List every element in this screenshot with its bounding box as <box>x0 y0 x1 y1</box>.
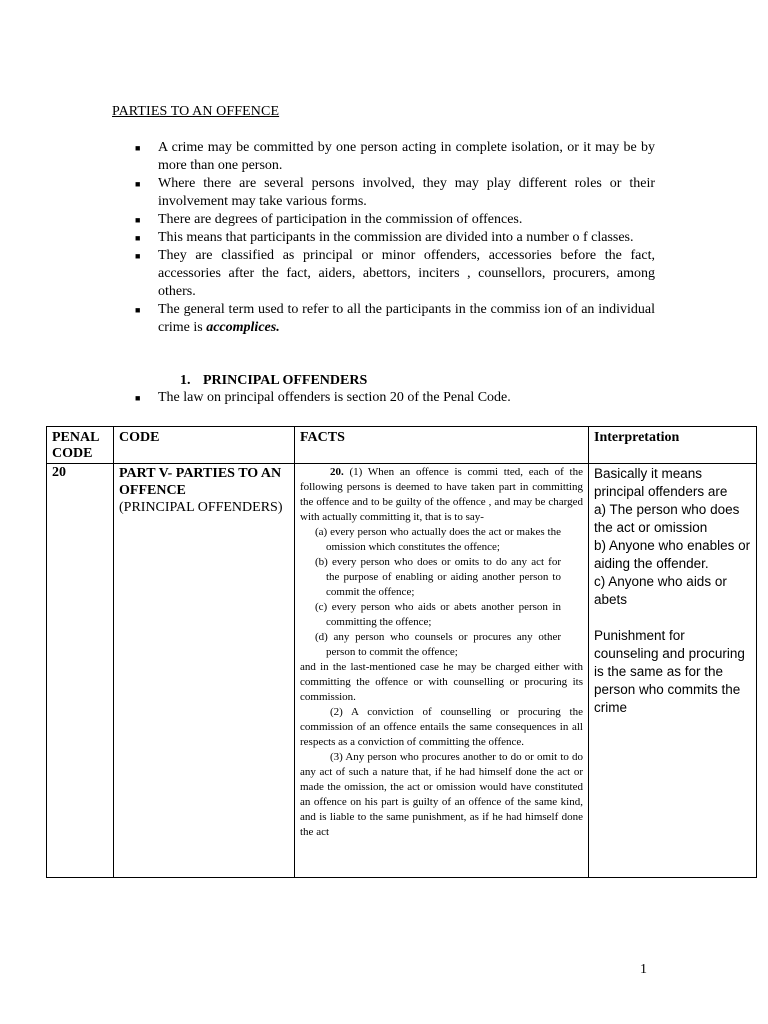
list-item: ■ This means that participants in the commission are divided into a number o f classes. <box>135 230 634 245</box>
section-title <box>180 373 367 389</box>
interpretation-intro: Basically it means principal offenders are <box>594 466 728 499</box>
accomplices-term: accomplices. <box>206 320 280 335</box>
list-item: ■ The law on principal offenders is section 20 of the Penal Code. <box>135 390 511 405</box>
interpretation-a: a) The person who does the act or omission <box>594 502 740 535</box>
square-bullet-icon: ■ <box>135 393 141 403</box>
facts-subsection-1: 20. (1) When an offence is commi tted, each of the following persons is deemed to have taken part in committing the offence and to be guilty of the offence , and may be charged with actually committing it, that is to say- <box>300 466 583 523</box>
spacer <box>594 609 751 627</box>
interpretation-c: c) Anyone who aids or abets <box>594 574 727 607</box>
square-bullet-icon: ■ <box>135 305 141 315</box>
facts-subsection-2: (2) A conviction of counselling or procuring the commission of an offence entails the same consequences in all respects as a conviction of committing the offence. <box>300 706 583 748</box>
facts-after-clauses: and in the last-mentioned case he may be charged either with committing the offence or with counselling or procuring its commission. <box>300 661 583 703</box>
part-subtitle: (PRINCIPAL OFFENDERS) <box>119 500 283 515</box>
header-facts: FACTS <box>295 427 589 464</box>
list-item: ■ A crime may be committed by one person acting in complete isolation, or it may be by more than one person. <box>135 140 655 173</box>
table-header-row <box>47 427 757 464</box>
penal-code-table <box>46 426 757 878</box>
header-interpretation: Interpretation <box>589 427 757 464</box>
section-number: 1. <box>180 373 191 388</box>
facts-cell <box>295 464 589 878</box>
page-heading: PARTIES TO AN OFFENCE <box>112 104 280 119</box>
facts-subsection-3: (3) Any person who procures another to do or omit to do any act of such a nature that, if he had himself done the act or made the omission, the act or omission would have constituted an offence on his part is guilty of an offence of the same kind, and is liable to the same punishment, as if he had himself done the act <box>300 751 583 838</box>
interpretation-punishment: Punishment for counseling and procuring is the same as for the person who commits the crime <box>594 628 745 715</box>
list-item: ■ Where there are several persons involved, they may play different roles or their involvement may take various forms. <box>135 176 655 209</box>
square-bullet-icon: ■ <box>135 251 141 261</box>
square-bullet-icon: ■ <box>135 233 141 243</box>
square-bullet-icon: ■ <box>135 215 141 225</box>
square-bullet-icon: ■ <box>135 143 141 153</box>
part-title: PART V- PARTIES TO AN OFFENCE <box>119 466 282 498</box>
table-row <box>47 464 757 878</box>
intro-bullet-list <box>131 139 655 337</box>
list-item: ■ The general term used to refer to all the participants in the commiss ion of an individual crime is accomplices. <box>135 302 655 335</box>
facts-clause-a: (a) every person who actually does the act or makes the omission which constitutes the offence; <box>315 526 561 553</box>
code-cell <box>114 464 295 878</box>
section-number-bold: 20. <box>330 466 344 478</box>
interpretation-b: b) Anyone who enables or aiding the offender. <box>594 538 751 571</box>
facts-clause-d: (d) any person who counsels or procures any other person to commit the offence; <box>315 631 561 658</box>
list-item: ■ There are degrees of participation in the commission of offences. <box>135 212 523 227</box>
interpretation-cell <box>589 464 757 878</box>
header-penal-code: PENAL CODE <box>47 427 114 464</box>
section-title-text: PRINCIPAL OFFENDERS <box>203 373 368 388</box>
list-item: ■ They are classified as principal or minor offenders, accessories before the fact, accessories after the fact, aiders, abettors, inciters , counsellors, procurers, among others. <box>135 248 655 299</box>
facts-clause-b: (b) every person who does or omits to do any act for the purpose of enabling or aiding another person to commit the offence; <box>315 556 561 598</box>
square-bullet-icon: ■ <box>135 179 141 189</box>
penal-code-number: 20 <box>47 464 114 878</box>
page-number: 1 <box>640 962 647 977</box>
header-code: CODE <box>114 427 295 464</box>
facts-clause-c: (c) every person who aids or abets another person in committing the offence; <box>315 601 561 628</box>
law-bullet-list <box>131 389 655 407</box>
